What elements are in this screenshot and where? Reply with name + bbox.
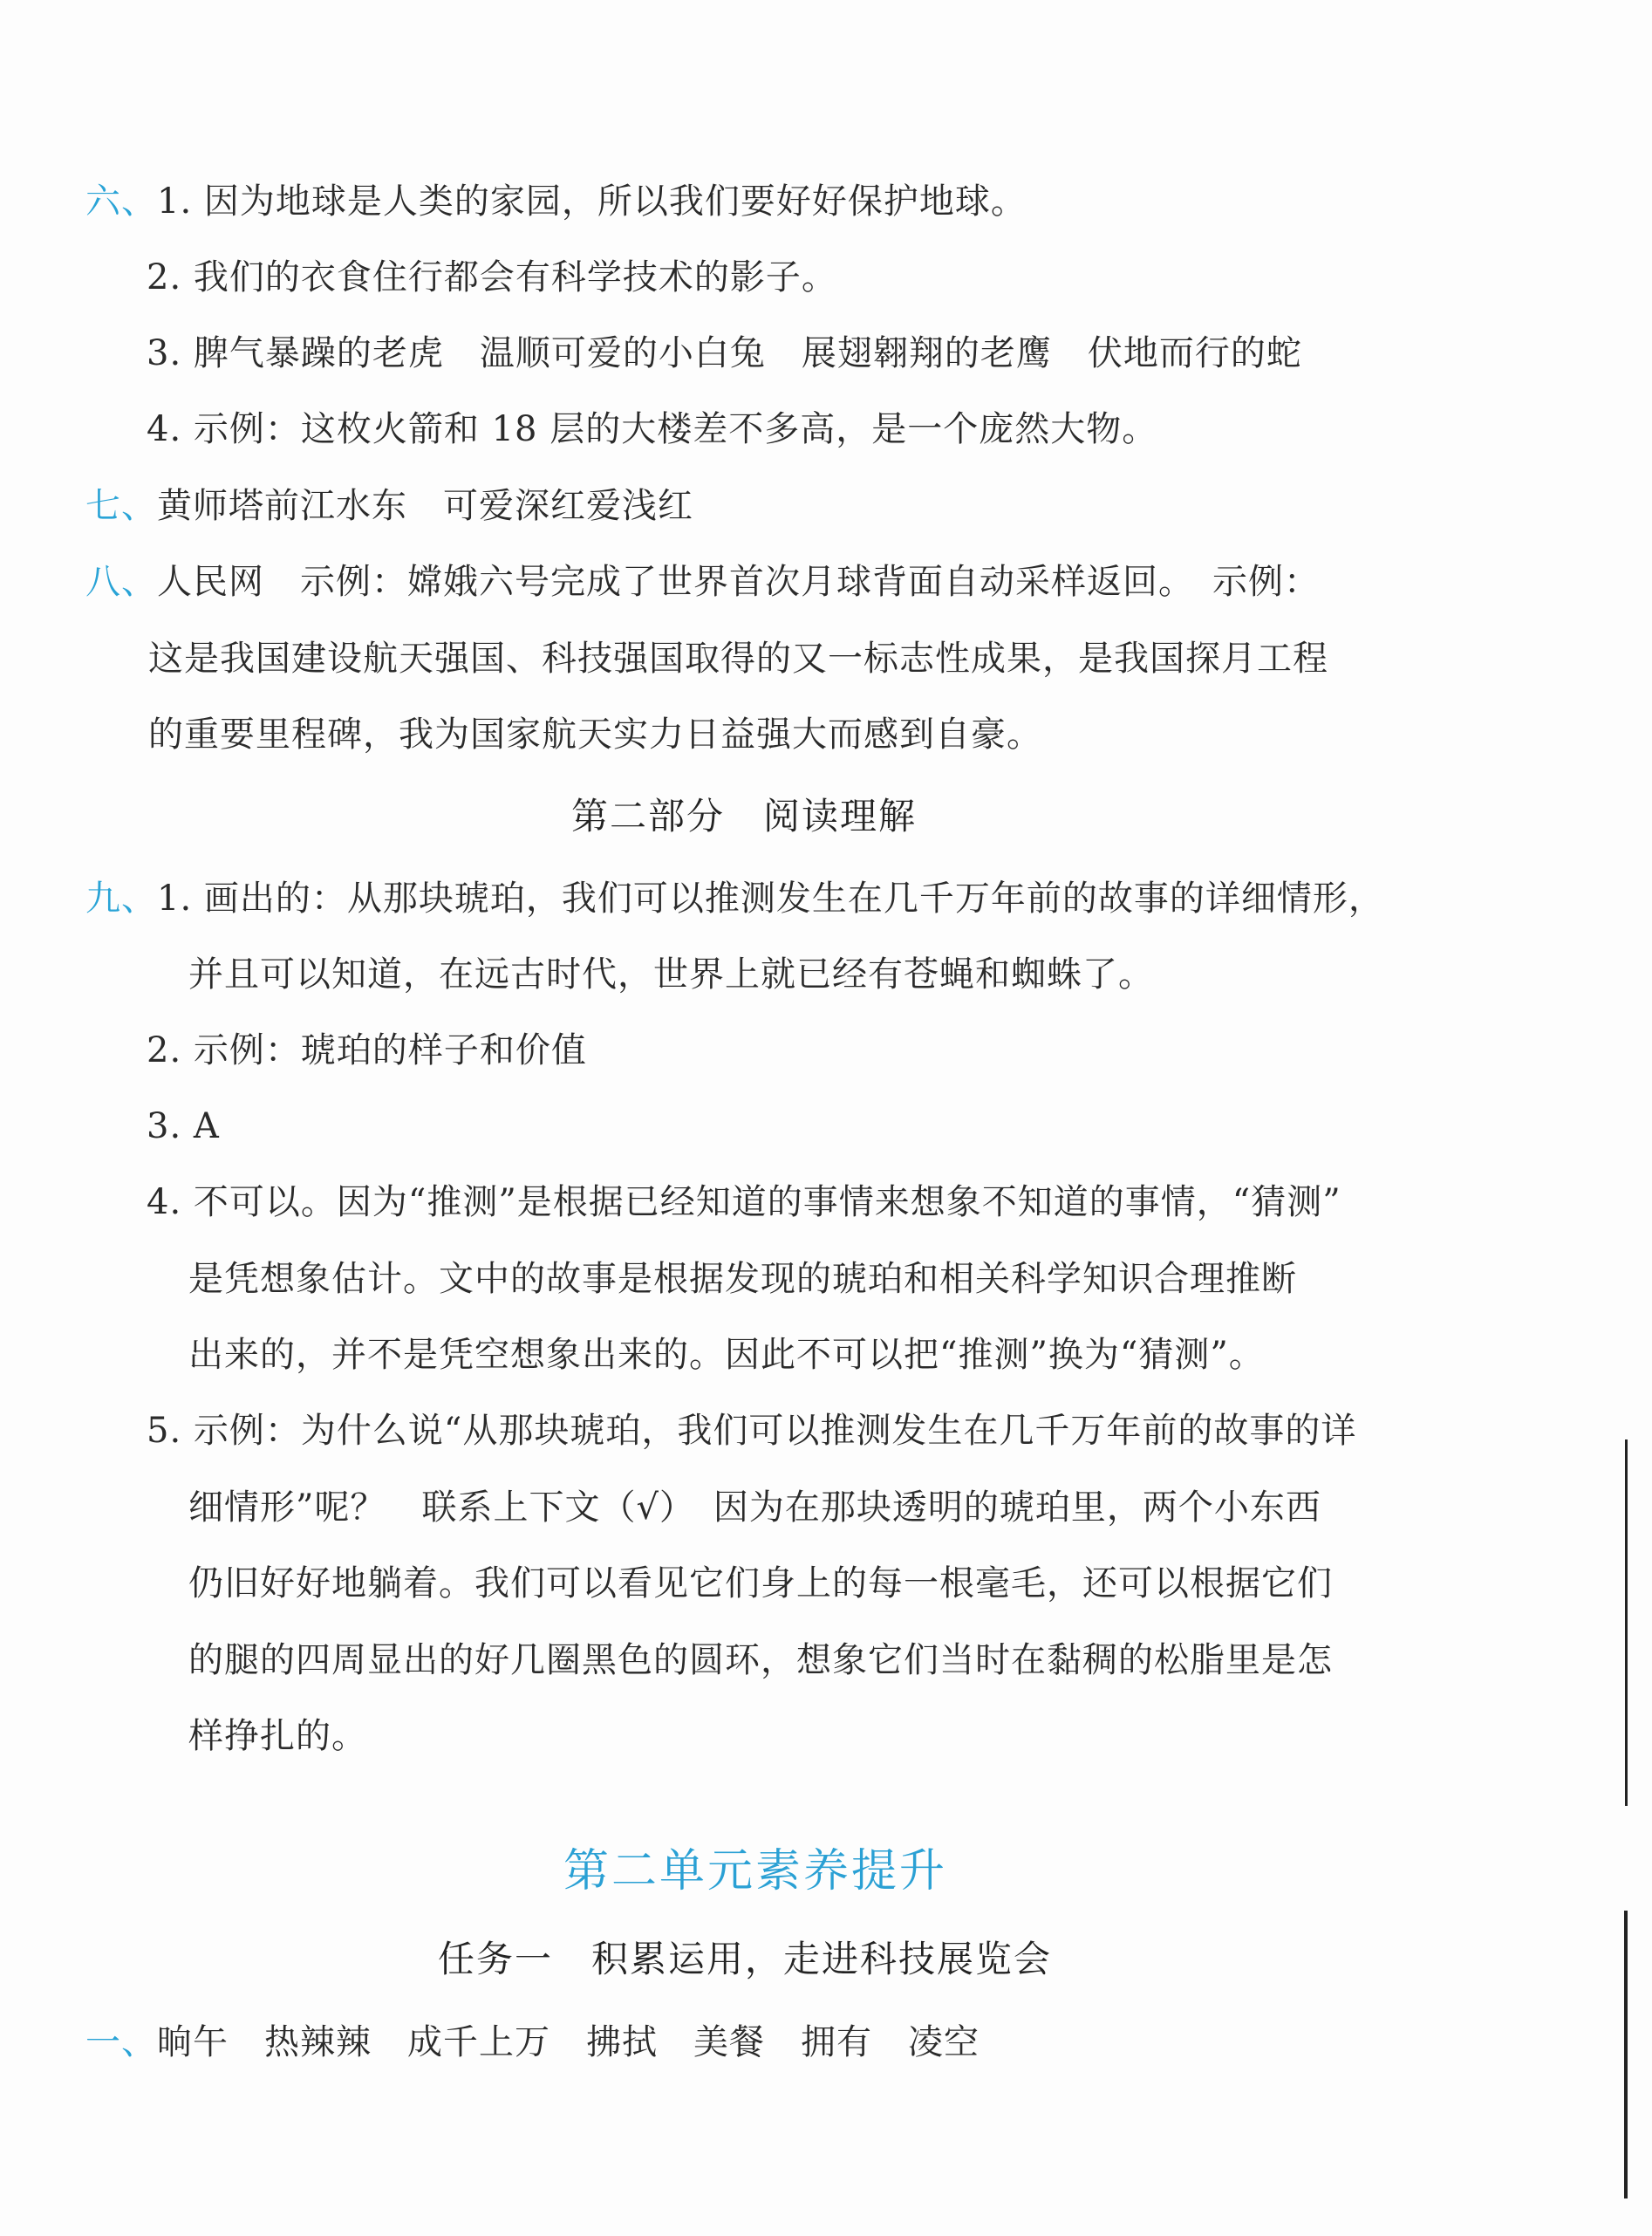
q6-item-1: 1. 因为地球是人类的家园，所以我们要好好保护地球。 — [157, 181, 1027, 222]
q1-marker: 一、 — [85, 2022, 157, 2062]
unit-title: 第二单元素养提升 — [563, 1845, 948, 1898]
q9-item4-text-3: 出来的，并不是凭空想象出来的。因此不可以把“推测”换为“猜测”。 — [188, 1335, 1265, 1375]
q1-text: 晌午 热辣辣 成千上万 拂拭 美餐 拥有 凌空 — [157, 2022, 980, 2062]
q7-line — [85, 482, 693, 530]
part2-title: 第二部分 阅读理解 — [571, 795, 918, 838]
q7-marker: 七、 — [85, 486, 157, 526]
q9-item5-text-4: 的腿的四周显出的好几圈黑色的圆环，想象它们当时在黏稠的松脂里是怎 — [188, 1640, 1333, 1680]
q9-item1-text-2: 并且可以知道，在远古时代，世界上就已经有苍蝇和蜘蛛了。 — [188, 954, 1154, 995]
q9-item5-text-1: 5. 示例：为什么说“从那块琥珀，我们可以推测发生在几千万年前的故事的详 — [147, 1411, 1357, 1451]
q7-text: 黄师塔前江水东 可爱深红爱浅红 — [157, 486, 693, 526]
q9-item1-line-1 — [85, 874, 1384, 923]
q9-item5-text-5: 样挣扎的。 — [188, 1716, 367, 1756]
q9-item4-text-2: 是凭想象估计。文中的故事是根据发现的琥珀和相关科学知识合理推断 — [188, 1259, 1297, 1299]
q8-marker: 八、 — [85, 562, 157, 602]
q6-item-3: 3. 脾气暴躁的老虎 温顺可爱的小白兔 展翅翱翔的老鹰 伏地而行的蛇 — [147, 333, 1302, 373]
q6-line-1 — [85, 177, 1027, 226]
q6-marker: 六、 — [85, 181, 157, 222]
q8-line-1 — [85, 557, 1320, 606]
q6-item-4: 4. 示例：这枚火箭和 18 层的大楼差不多高，是一个庞然大物。 — [147, 409, 1158, 449]
q1-line — [85, 2018, 980, 2067]
q8-text-2: 这是我国建设航天强国、科技强国取得的又一标志性成果，是我国探月工程 — [148, 639, 1328, 679]
q9-item3: 3. A — [147, 1106, 220, 1146]
q9-item5-text-2: 细情形”呢？ 联系上下文（√） 因为在那块透明的琥珀里，两个小东西 — [188, 1487, 1321, 1528]
scan-edge-mark — [1624, 1911, 1628, 2198]
q9-item2: 2. 示例：琥珀的样子和价值 — [147, 1030, 587, 1070]
q9-item4-text-1: 4. 不可以。因为“推测”是根据已经知道的事情来想象不知道的事情，“猜测” — [147, 1182, 1341, 1222]
q9-item1-text-1: 1. 画出的：从那块琥珀，我们可以推测发生在几千万年前的故事的详细情形， — [157, 879, 1384, 919]
q9-marker: 九、 — [85, 879, 157, 919]
q8-text-1: 人民网 示例：嫦娥六号完成了世界首次月球背面自动采样返回。 示例： — [157, 562, 1320, 602]
scan-edge-mark — [1625, 1439, 1628, 1806]
task1-title: 任务一 积累运用，走进科技展览会 — [438, 1938, 1053, 1980]
q6-item-2: 2. 我们的衣食住行都会有科学技术的影子。 — [147, 257, 837, 297]
q9-item5-text-3: 仍旧好好地躺着。我们可以看见它们身上的每一根毫毛，还可以根据它们 — [188, 1563, 1333, 1603]
q8-text-3: 的重要里程碑，我为国家航天实力日益强大而感到自豪。 — [148, 715, 1042, 755]
